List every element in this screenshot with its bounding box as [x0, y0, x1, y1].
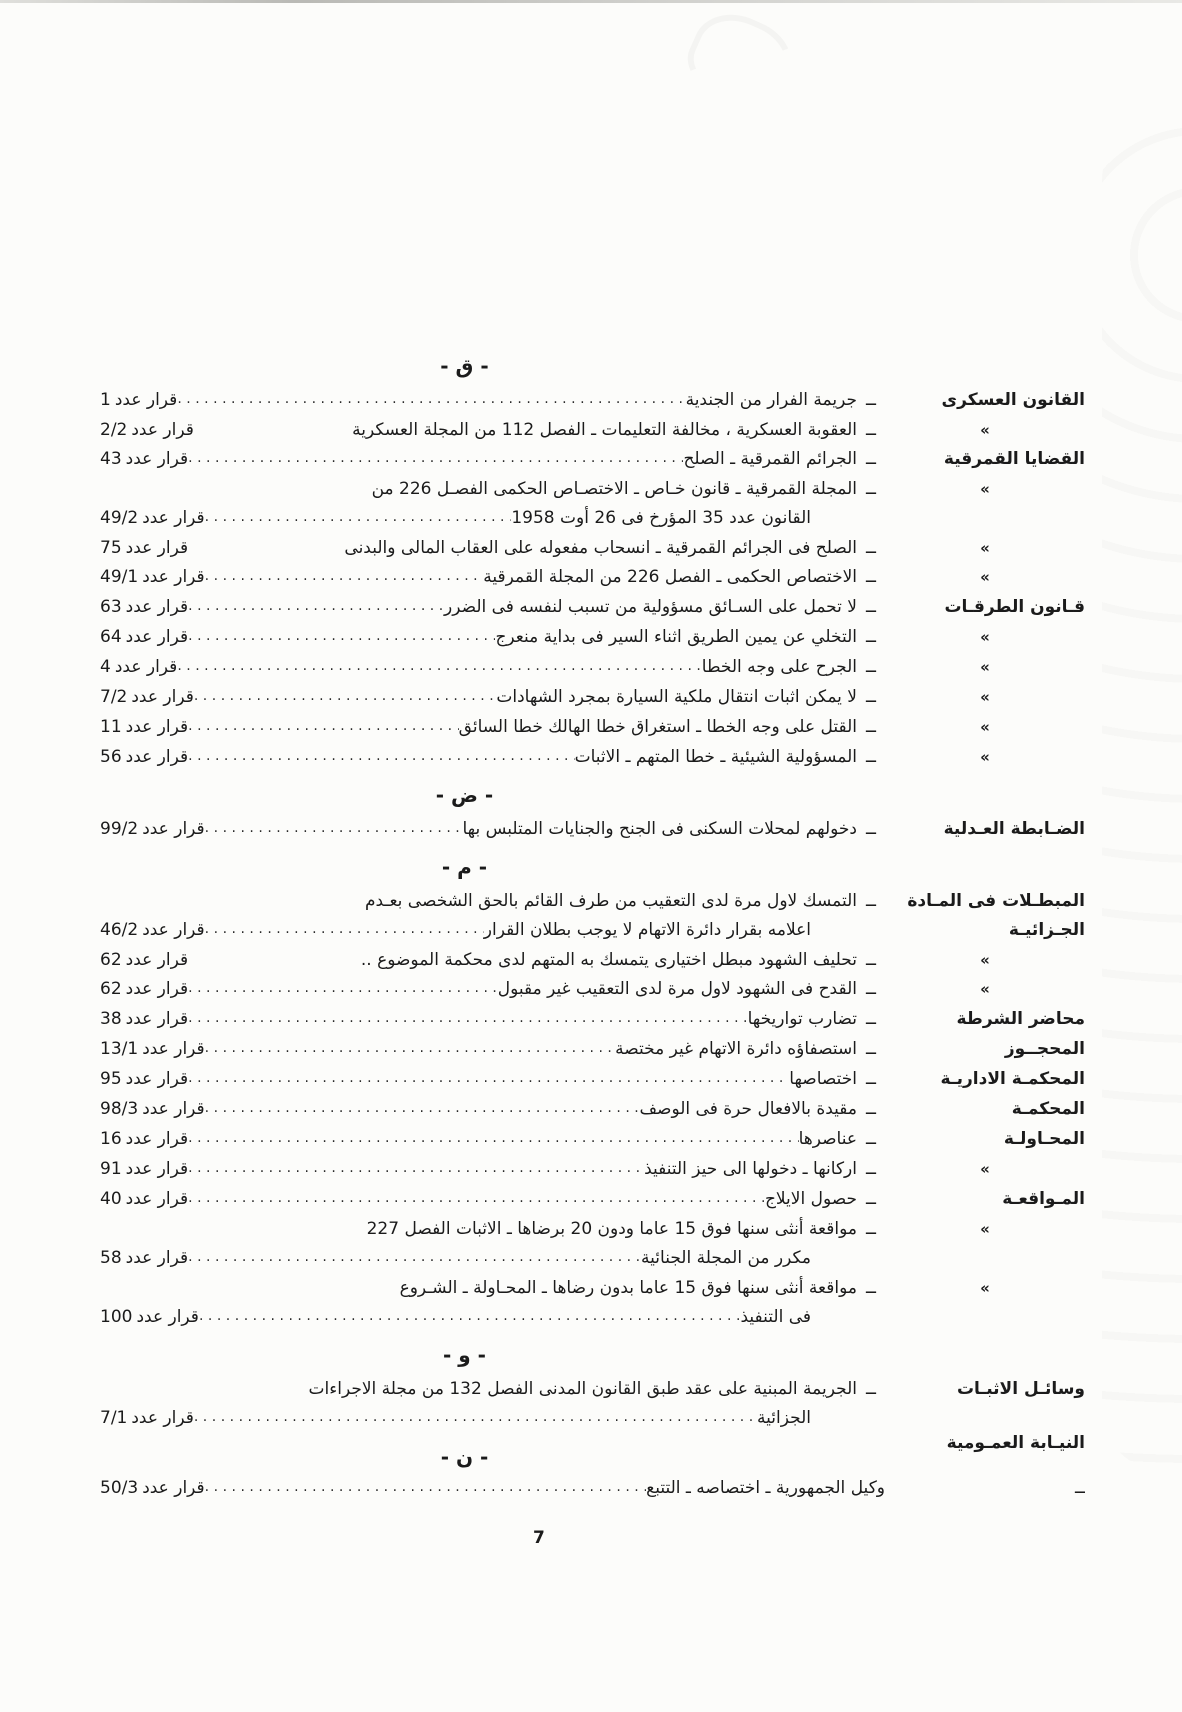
entry-text: لا يمكن اثبات انتقال ملكية السيارة بمجرد الشهادات: [496, 687, 857, 707]
dotted-leader: [188, 622, 495, 651]
entry-text-continuation: مكرر من المجلة الجنائية: [641, 1248, 811, 1268]
entry-row: [100, 1274, 1085, 1303]
decision-label: قرار عدد: [125, 1248, 189, 1268]
decision-label: قرار عدد: [131, 420, 194, 440]
category-label: محاضر الشرطة: [956, 1009, 1085, 1029]
decision-label: قرار عدد: [125, 1069, 189, 1089]
dash-separator: ــ: [866, 1069, 876, 1089]
entry-row-continuation: [100, 504, 1085, 534]
decision-label: قرار عدد: [114, 390, 178, 410]
entry-row: [100, 815, 1085, 845]
ditto-mark: »: [980, 980, 990, 998]
dotted-leader: [177, 385, 685, 414]
entry-text: مواقعة أنثى سنها فوق 15 عاما بدون رضاها ـ المحـاولة ـ الشـروع: [399, 1278, 857, 1298]
dash-separator: ــ: [866, 717, 876, 737]
category-label-line2: الجـزائيـة: [1008, 920, 1085, 940]
dash-separator: ــ: [866, 627, 876, 647]
dotted-leader: [205, 814, 463, 843]
entry-text: استصفاؤه دائرة الاتهام غير مختصة: [615, 1039, 857, 1059]
entry-row-continuation: [100, 916, 1085, 946]
entry-text: حصول الايلاج: [764, 1189, 857, 1209]
category-label: المحكمـة: [1011, 1099, 1085, 1119]
decision-label: قرار عدد: [125, 1189, 189, 1209]
decision-number: 56: [100, 747, 122, 767]
entry-text: العقوبة العسكرية ، مخالفة التعليمات ـ الفصل 112 من المجلة العسكرية: [352, 420, 857, 440]
decision-number: 62: [100, 950, 122, 970]
section-header-row: [100, 1433, 1085, 1474]
entry-text: الجرح على وجه الخطا: [701, 657, 857, 677]
decision-number: 40: [100, 1189, 122, 1209]
decision-ref: [100, 504, 205, 533]
decision-number: 91: [100, 1159, 122, 1179]
decision-number: 4: [100, 657, 111, 677]
dash-separator: ــ: [866, 819, 876, 839]
section-letter: - م -: [441, 855, 488, 879]
entry-row: [100, 1035, 1085, 1065]
decision-ref: [100, 1244, 188, 1273]
decision-ref: [100, 1095, 205, 1124]
entry-text-continuation: اعلامه بقرار دائرة الاتهام لا يوجب بطلان القرار: [483, 920, 811, 940]
ditto-mark: »: [980, 421, 990, 439]
decision-label: قرار عدد: [125, 747, 189, 767]
category-label: المـواقعـة: [1002, 1189, 1085, 1209]
dash-separator: ــ: [866, 567, 876, 587]
decision-ref: [100, 1125, 188, 1154]
decision-ref: [100, 1303, 199, 1332]
entry-row-continuation: [100, 1303, 1085, 1333]
entry-row: [100, 386, 1085, 416]
entry-text: وكيل الجمهورية ـ اختصاصه ـ التتبع: [646, 1478, 885, 1498]
ditto-mark: »: [980, 1160, 990, 1178]
entry-text: الاختصاص الحكمى ـ الفصل 226 من المجلة القمرقية: [483, 567, 857, 587]
dotted-leader: [205, 1094, 640, 1123]
dotted-leader: [188, 1243, 641, 1272]
entry-row: [100, 1185, 1085, 1215]
decision-label: قرار عدد: [125, 1129, 189, 1149]
entry-text: الجريمة المبنية على عقد طبق القانون المدنى الفصل 132 من مجلة الاجراءات: [308, 1379, 857, 1399]
decision-label: قرار عدد: [125, 627, 189, 647]
decision-ref: [100, 815, 205, 844]
dash-separator: ــ: [866, 420, 876, 440]
dash-separator: ــ: [866, 538, 876, 558]
dash-separator: ــ: [866, 1039, 876, 1059]
decision-label: قرار عدد: [114, 657, 178, 677]
entry-row: [100, 887, 1085, 916]
category-label: النيـابة العمـومية: [946, 1433, 1085, 1453]
dotted-leader: [188, 1124, 798, 1153]
dotted-leader: [188, 444, 683, 473]
entry-row-continuation: [100, 1404, 1085, 1434]
entry-row: [100, 623, 1085, 653]
dotted-leader: [188, 1184, 765, 1213]
decision-number: 7/2: [100, 687, 128, 707]
entry-row: [100, 445, 1085, 475]
decision-label: قرار عدد: [142, 1478, 205, 1498]
ditto-mark: »: [980, 539, 990, 557]
category-label: المحكمـة الاداريـة: [940, 1069, 1085, 1089]
dash-separator: ــ: [866, 979, 876, 999]
entry-text-continuation: القانون عدد 35 المؤرخ فى 26 أوت 1958: [511, 508, 811, 528]
entry-text: تحليف الشهود مبطل اختيارى يتمسك به المتهم لدى محكمة الموضوع ..: [360, 950, 857, 970]
decision-ref: [100, 534, 188, 563]
decision-label: قرار عدد: [125, 1159, 189, 1179]
decision-ref: [100, 1404, 194, 1433]
decision-ref: [100, 445, 188, 474]
entry-row: [100, 975, 1085, 1005]
decision-number: 2/2: [100, 420, 128, 440]
dotted-leader: [205, 915, 484, 944]
entry-row: [100, 743, 1085, 773]
dash-separator: ــ: [866, 1159, 876, 1179]
decision-number: 46/2: [100, 920, 139, 940]
ditto-mark: »: [980, 1220, 990, 1238]
dotted-leader: [205, 503, 512, 532]
entry-row: [100, 593, 1085, 623]
decision-number: 49/2: [100, 508, 139, 528]
ditto-mark: »: [980, 1279, 990, 1297]
decision-ref: [100, 593, 188, 622]
decision-label: قرار عدد: [131, 1408, 194, 1428]
dotted-leader: [188, 1154, 644, 1183]
decision-label: قرار عدد: [125, 950, 189, 970]
category-label: المحـاولـة: [1003, 1129, 1085, 1149]
dash-separator: ــ: [866, 1219, 876, 1239]
category-label: القانون العسكرى: [941, 390, 1085, 410]
section-letter: - و -: [443, 1343, 486, 1367]
entry-row: [100, 1215, 1085, 1244]
ditto-mark: »: [980, 718, 990, 736]
decision-ref: [100, 975, 188, 1004]
entry-text: التخلي عن يمين الطريق اثناء السير فى بداية منعرج: [495, 627, 857, 647]
entry-row: [100, 416, 1085, 445]
entry-text: مواقعة أنثى سنها فوق 15 عاما ودون 20 برضاها ـ الاثبات الفصل 227: [366, 1219, 857, 1239]
decision-ref: [100, 1155, 188, 1184]
decision-label: قرار عدد: [131, 687, 194, 707]
dotted-leader: [177, 652, 701, 681]
entry-row: [100, 946, 1085, 975]
category-label: قـانون الطرقـات: [944, 597, 1085, 617]
decision-number: 1: [100, 390, 111, 410]
entry-row: [100, 1125, 1085, 1155]
dotted-leader: [194, 1403, 757, 1432]
decision-ref: [100, 1035, 205, 1064]
entry-text: مقيدة بالافعال حرة فى الوصف: [639, 1099, 857, 1119]
category-label: وسائـل الاثبـات: [956, 1379, 1085, 1399]
entry-text: تضارب تواريخها: [747, 1009, 857, 1029]
decision-ref: [100, 946, 188, 975]
section-letter: - ض -: [435, 783, 494, 807]
category-label: القضايا القمرقية: [943, 449, 1085, 469]
decision-ref: [100, 623, 188, 652]
entry-text: المجلة القمرقية ـ قانون خـاص ـ الاختصـاص الحكمى الفصـل 226 من: [371, 479, 857, 499]
entry-text: اركانها ـ دخولها الى حيز التنفيذ: [644, 1159, 857, 1179]
dash-separator: ــ: [866, 687, 876, 707]
decision-label: قرار عدد: [142, 1039, 205, 1059]
decision-number: 100: [100, 1307, 133, 1327]
decision-label: قرار عدد: [142, 508, 205, 528]
dash-separator: ــ: [866, 950, 876, 970]
category-cell: ــ: [1075, 1478, 1085, 1498]
entry-row: [100, 1005, 1085, 1035]
decision-ref: [100, 743, 188, 772]
ditto-mark: »: [980, 568, 990, 586]
section-letter: - ن -: [440, 1445, 489, 1469]
ditto-mark: »: [980, 688, 990, 706]
entry-text: المسؤولية الشيئية ـ خطا المتهم ـ الاثبات: [574, 747, 857, 767]
decision-label: قرار عدد: [142, 920, 205, 940]
decision-number: 43: [100, 449, 122, 469]
entry-text-continuation: الجزائية: [757, 1408, 811, 1428]
dash-separator: ــ: [866, 479, 876, 499]
decision-ref: [100, 1065, 188, 1094]
decision-number: 63: [100, 597, 122, 617]
decision-ref: [100, 683, 194, 712]
decision-number: 62: [100, 979, 122, 999]
scan-edge-ornament: [1102, 120, 1182, 1470]
decision-label: قرار عدد: [142, 1099, 205, 1119]
dash-separator: ــ: [866, 747, 876, 767]
entry-row: [100, 563, 1085, 593]
decision-ref: [100, 1005, 188, 1034]
decision-ref: [100, 416, 194, 445]
decision-number: 16: [100, 1129, 122, 1149]
entry-text: دخولهم لمحلات السكنى فى الجنح والجنايات المتلبس بها: [462, 819, 857, 839]
decision-ref: [100, 563, 205, 592]
decision-number: 58: [100, 1248, 122, 1268]
dash-separator: ــ: [866, 449, 876, 469]
entry-text: جريمة الفرار من الجندية: [685, 390, 857, 410]
decision-number: 99/2: [100, 819, 139, 839]
entry-text: اختصاصها: [789, 1069, 857, 1089]
dotted-leader: [188, 712, 459, 741]
entry-text: الصلح فى الجرائم القمرقية ـ انسحاب مفعوله على العقاب المالى والبدنى: [344, 538, 857, 558]
decision-ref: [100, 1185, 188, 1214]
entry-text: القتل على وجه الخطا ـ استغراق خطا الهالك خطا السائق: [458, 717, 857, 737]
decision-label: قرار عدد: [142, 819, 205, 839]
category-label: المحجــوز: [1004, 1039, 1085, 1059]
decision-label: قرار عدد: [125, 979, 189, 999]
ditto-mark: »: [980, 658, 990, 676]
entry-row: [100, 1065, 1085, 1095]
dash-separator: ــ: [866, 1189, 876, 1209]
entry-text: الجرائم القمرقية ـ الصلح: [683, 449, 857, 469]
ditto-mark: »: [980, 951, 990, 969]
dotted-leader: [205, 562, 484, 591]
entry-text: لا تحمل على السـائق مسؤولية من تسبب لنفسه فى الضرر: [444, 597, 857, 617]
dotted-leader: [205, 1473, 646, 1502]
entry-row: [100, 1155, 1085, 1185]
dotted-leader: [188, 1064, 789, 1093]
entry-text-continuation: فى التنفيذ: [740, 1307, 811, 1327]
ditto-mark: »: [980, 628, 990, 646]
decision-number: 7/1: [100, 1408, 128, 1428]
entry-row: [100, 1095, 1085, 1125]
dash-separator: ــ: [866, 1129, 876, 1149]
decision-label: قرار عدد: [125, 538, 189, 558]
entry-row: [100, 475, 1085, 504]
entry-row: [100, 683, 1085, 713]
decision-number: 95: [100, 1069, 122, 1089]
entry-text: التمسك لاول مرة لدى التعقيب من طرف القائم بالحق الشخصى بعـدم: [365, 891, 857, 911]
entry-row: [100, 1474, 1085, 1504]
page-number: 7: [533, 1528, 546, 1548]
dotted-leader: [188, 974, 498, 1003]
decision-label: قرار عدد: [125, 717, 189, 737]
entry-row-continuation: [100, 1244, 1085, 1274]
entry-row: [100, 713, 1085, 743]
decision-number: 13/1: [100, 1039, 139, 1059]
ditto-mark: »: [980, 748, 990, 766]
dash-separator: ــ: [866, 597, 876, 617]
dash-separator: ــ: [866, 1379, 876, 1399]
decision-ref: [100, 386, 177, 415]
index-list: [100, 344, 1085, 1504]
dotted-leader: [188, 1004, 747, 1033]
dotted-leader: [199, 1302, 741, 1331]
dash-separator: ــ: [866, 657, 876, 677]
category-label: المبطـلات فى المـادة: [907, 891, 1085, 911]
dash-separator: ــ: [866, 1278, 876, 1298]
entry-text: القدح فى الشهود لاول مرة لدى التعقيب غير مقبول: [497, 979, 857, 999]
entry-row: [100, 653, 1085, 683]
dash-separator: ــ: [866, 1009, 876, 1029]
decision-label: قرار عدد: [125, 597, 189, 617]
decision-number: 38: [100, 1009, 122, 1029]
decision-label: قرار عدد: [136, 1307, 199, 1327]
section-letter: - ق -: [440, 354, 489, 378]
decision-label: قرار عدد: [125, 1009, 189, 1029]
decision-label: قرار عدد: [142, 567, 205, 587]
decision-number: 64: [100, 627, 122, 647]
dotted-leader: [205, 1034, 616, 1063]
ditto-mark: »: [980, 480, 990, 498]
decision-ref: [100, 713, 188, 742]
decision-ref: [100, 916, 205, 945]
decision-number: 75: [100, 538, 122, 558]
category-label: الضـابطة العـدلية: [943, 819, 1085, 839]
decision-number: 11: [100, 717, 122, 737]
decision-ref: [100, 1474, 205, 1503]
entry-text: عناصرها: [798, 1129, 857, 1149]
dotted-leader: [188, 742, 574, 771]
decision-number: 50/3: [100, 1478, 139, 1498]
dotted-leader: [188, 592, 444, 621]
entry-row: [100, 534, 1085, 563]
scan-showthrough-ornament: [678, 1, 805, 117]
dash-separator: ــ: [866, 1099, 876, 1119]
dash-separator: ــ: [866, 891, 876, 911]
dash-separator: ــ: [866, 390, 876, 410]
decision-number: 98/3: [100, 1099, 139, 1119]
decision-ref: [100, 653, 177, 682]
dotted-leader: [194, 682, 497, 711]
decision-label: قرار عدد: [125, 449, 189, 469]
entry-row: [100, 1375, 1085, 1404]
decision-number: 49/1: [100, 567, 139, 587]
